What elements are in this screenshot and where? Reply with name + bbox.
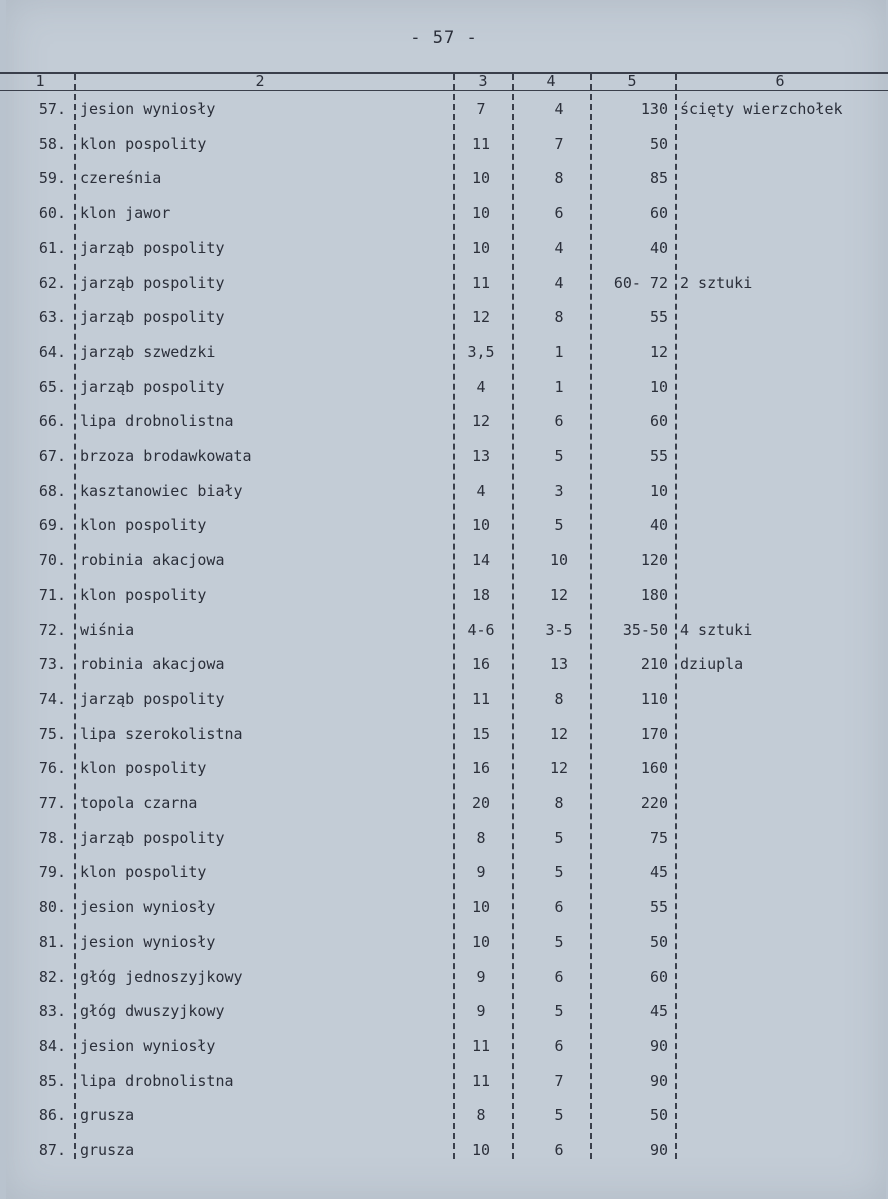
row-number: 76. (38, 759, 66, 778)
table-row (0, 231, 888, 266)
column-4-value: 6 (554, 1141, 564, 1159)
column-6-note: 2 sztuki (680, 273, 753, 292)
column-5-value: 60 (649, 412, 668, 431)
row-number: 73. (38, 655, 66, 674)
column-4-value: 4 (554, 273, 564, 292)
table-row (0, 1133, 888, 1168)
species-name: jesion wyniosły (80, 932, 216, 951)
column-5-value: 75 (649, 828, 668, 847)
column-3-value: 14 (471, 551, 491, 570)
column-5-value: 55 (649, 898, 668, 917)
column-3-value: 10 (471, 932, 491, 951)
column-3-value: 9 (476, 1002, 486, 1021)
table-row (0, 994, 888, 1029)
table-row (0, 196, 888, 231)
table-row (0, 404, 888, 439)
column-3-value: 11 (471, 1036, 491, 1055)
column-3-value: 10 (471, 238, 491, 257)
page-number: - 57 - (410, 28, 478, 48)
row-number: 69. (38, 516, 66, 535)
column-5-value: 170 (640, 724, 668, 743)
column-5-value: 90 (649, 1141, 668, 1159)
species-name: jesion wyniosły (80, 898, 216, 917)
column-5-value: 40 (649, 238, 668, 257)
row-number: 70. (38, 551, 66, 570)
column-5-value: 55 (649, 447, 668, 465)
table-row (0, 717, 888, 752)
column-header-1: 1 (35, 72, 45, 90)
species-name: grusza (80, 1106, 135, 1125)
row-number: 74. (38, 689, 66, 708)
row-number: 83. (38, 1002, 66, 1021)
species-name: topola czarna (80, 794, 198, 812)
column-5-value: 10 (649, 377, 668, 396)
column-3-value: 8 (476, 828, 486, 847)
column-4-value: 7 (554, 1071, 564, 1090)
species-name: klon pospolity (80, 585, 207, 604)
column-3-value: 16 (471, 655, 491, 674)
column-5-value: 60 (649, 204, 668, 223)
column-3-value: 7 (476, 100, 486, 118)
species-name: głóg dwuszyjkowy (80, 1002, 225, 1021)
species-name: jarząb pospolity (80, 308, 225, 327)
column-4-value: 10 (549, 551, 569, 570)
table-row (0, 821, 888, 856)
column-4-value: 5 (554, 828, 564, 847)
table-row (0, 543, 888, 578)
table-row (0, 682, 888, 717)
column-3-value: 11 (471, 1071, 491, 1090)
table-row (0, 335, 888, 370)
species-name: klon pospolity (80, 759, 207, 778)
column-3-value: 10 (471, 1141, 491, 1159)
row-number: 78. (38, 828, 66, 847)
row-number: 77. (38, 794, 66, 812)
column-header-2: 2 (255, 72, 265, 90)
column-4-value: 5 (554, 1106, 564, 1125)
column-4-value: 12 (549, 724, 569, 743)
column-6-note: dziupla (680, 655, 744, 674)
column-4-value: 12 (549, 759, 569, 778)
species-name: jarząb pospolity (80, 689, 225, 708)
column-3-value: 11 (471, 134, 491, 153)
column-5-value: 45 (649, 1002, 668, 1021)
table-row (0, 508, 888, 543)
column-3-value: 4 (476, 481, 486, 500)
species-name: grusza (80, 1141, 135, 1159)
species-name: klon jawor (80, 204, 171, 223)
column-4-value: 5 (554, 863, 564, 882)
species-name: jesion wyniosły (80, 1036, 216, 1055)
species-name: jarząb pospolity (80, 273, 225, 292)
table-row (0, 92, 888, 127)
column-5-value: 50 (649, 1106, 668, 1125)
row-number: 81. (38, 932, 66, 951)
column-3-value: 10 (471, 169, 491, 188)
column-4-value: 8 (554, 169, 564, 188)
column-4-value: 6 (554, 1036, 564, 1055)
column-5-value: 85 (649, 169, 668, 188)
species-name: robinia akacjowa (80, 551, 225, 570)
column-4-value: 8 (554, 794, 564, 812)
column-4-value: 12 (549, 585, 569, 604)
column-3-value: 18 (471, 585, 491, 604)
column-5-value: 90 (649, 1071, 668, 1090)
column-3-value: 16 (471, 759, 491, 778)
column-6-note: ścięty wierzchołek (680, 100, 843, 118)
row-number: 84. (38, 1036, 66, 1055)
column-3-value: 13 (471, 447, 491, 465)
species-name: jarząb pospolity (80, 377, 225, 396)
species-name: klon pospolity (80, 516, 207, 535)
column-5-value: 160 (640, 759, 668, 778)
table-row (0, 647, 888, 682)
species-name: brzoza brodawkowata (80, 447, 252, 465)
column-4-value: 3 (554, 481, 564, 500)
row-number: 87. (38, 1141, 66, 1159)
species-name: klon pospolity (80, 863, 207, 882)
column-4-value: 5 (554, 447, 564, 465)
column-4-value: 4 (554, 100, 564, 118)
species-name: robinia akacjowa (80, 655, 225, 674)
table-row (0, 578, 888, 613)
column-3-value: 10 (471, 516, 491, 535)
table-row (0, 751, 888, 786)
row-number: 62. (38, 273, 66, 292)
table-row (0, 439, 888, 474)
column-4-value: 5 (554, 516, 564, 535)
column-3-value: 11 (471, 689, 491, 708)
column-3-value: 20 (471, 794, 491, 812)
column-5-value: 10 (649, 481, 668, 500)
column-4-value: 7 (554, 134, 564, 153)
column-5-value: 210 (640, 655, 668, 674)
column-header-4: 4 (546, 72, 556, 90)
column-3-value: 10 (471, 204, 491, 223)
table-row (0, 474, 888, 509)
column-4-value: 1 (554, 377, 564, 396)
table-row (0, 1098, 888, 1133)
species-name: klon pospolity (80, 134, 207, 153)
column-3-value: 12 (471, 412, 491, 431)
column-4-value: 13 (549, 655, 569, 674)
species-name: jarząb szwedzki (80, 342, 216, 361)
column-6-note: 4 sztuki (680, 620, 753, 639)
column-4-value: 5 (554, 932, 564, 951)
column-4-value: 8 (554, 689, 564, 708)
table-row (0, 1064, 888, 1099)
column-3-value: 4-6 (467, 620, 495, 639)
species-name: głóg jednoszyjkowy (80, 967, 243, 986)
species-name: jarząb pospolity (80, 828, 225, 847)
row-number: 75. (38, 724, 66, 743)
row-number: 64. (38, 342, 66, 361)
table-row (0, 161, 888, 196)
column-3-value: 9 (476, 967, 486, 986)
column-5-value: 50 (649, 134, 668, 153)
row-number: 57. (38, 100, 66, 118)
row-number: 80. (38, 898, 66, 917)
column-5-value: 35-50 (622, 620, 668, 639)
table-header-rule (0, 90, 888, 91)
row-number: 85. (38, 1071, 66, 1090)
column-5-value: 220 (640, 794, 668, 812)
column-5-value: 90 (649, 1036, 668, 1055)
row-number: 79. (38, 863, 66, 882)
column-4-value: 1 (554, 342, 564, 361)
column-5-value: 12 (649, 342, 668, 361)
column-3-value: 8 (476, 1106, 486, 1125)
column-4-value: 6 (554, 898, 564, 917)
column-4-value: 5 (554, 1002, 564, 1021)
table-row (0, 266, 888, 301)
table-row (0, 613, 888, 648)
species-name: lipa drobnolistna (80, 1071, 234, 1090)
row-number: 61. (38, 238, 66, 257)
species-name: jarząb pospolity (80, 238, 225, 257)
species-name: czereśnia (80, 169, 162, 188)
row-number: 59. (38, 169, 66, 188)
column-5-value: 50 (649, 932, 668, 951)
row-number: 71. (38, 585, 66, 604)
row-number: 82. (38, 967, 66, 986)
table-row (0, 960, 888, 995)
column-4-value: 4 (554, 238, 564, 257)
column-3-value: 15 (471, 724, 491, 743)
row-number: 66. (38, 412, 66, 431)
row-number: 63. (38, 308, 66, 327)
column-4-value: 3-5 (545, 620, 573, 639)
column-5-value: 180 (640, 585, 668, 604)
species-name: jesion wyniosły (80, 100, 216, 118)
column-4-value: 6 (554, 967, 564, 986)
table-row (0, 300, 888, 335)
table-row (0, 925, 888, 960)
table-header-row (0, 72, 888, 90)
table-row (0, 370, 888, 405)
column-5-value: 60- 72 (613, 273, 668, 292)
column-3-value: 10 (471, 898, 491, 917)
column-header-5: 5 (627, 72, 637, 90)
column-3-value: 11 (471, 273, 491, 292)
column-5-value: 120 (640, 551, 668, 570)
row-number: 72. (38, 620, 66, 639)
column-4-value: 6 (554, 204, 564, 223)
species-name: lipa drobnolistna (80, 412, 234, 431)
column-5-value: 130 (640, 100, 668, 118)
table-row (0, 1029, 888, 1064)
table-row (0, 786, 888, 821)
column-header-6: 6 (775, 72, 785, 90)
column-5-value: 110 (640, 689, 668, 708)
row-number: 67. (38, 447, 66, 465)
column-4-value: 6 (554, 412, 564, 431)
row-number: 65. (38, 377, 66, 396)
column-5-value: 60 (649, 967, 668, 986)
row-number: 86. (38, 1106, 66, 1125)
table-row (0, 890, 888, 925)
column-header-3: 3 (478, 72, 488, 90)
column-5-value: 55 (649, 308, 668, 327)
species-name: lipa szerokolistna (80, 724, 243, 743)
species-name: wiśnia (80, 620, 135, 639)
column-4-value: 8 (554, 308, 564, 327)
column-5-value: 45 (649, 863, 668, 882)
row-number: 60. (38, 204, 66, 223)
species-name: kasztanowiec biały (80, 481, 243, 500)
table-row (0, 855, 888, 890)
column-3-value: 9 (476, 863, 486, 882)
column-5-value: 40 (649, 516, 668, 535)
row-number: 58. (38, 134, 66, 153)
table-row (0, 127, 888, 162)
column-3-value: 12 (471, 308, 491, 327)
column-3-value: 4 (476, 377, 486, 396)
column-3-value: 3,5 (467, 342, 495, 361)
row-number: 68. (38, 481, 66, 500)
